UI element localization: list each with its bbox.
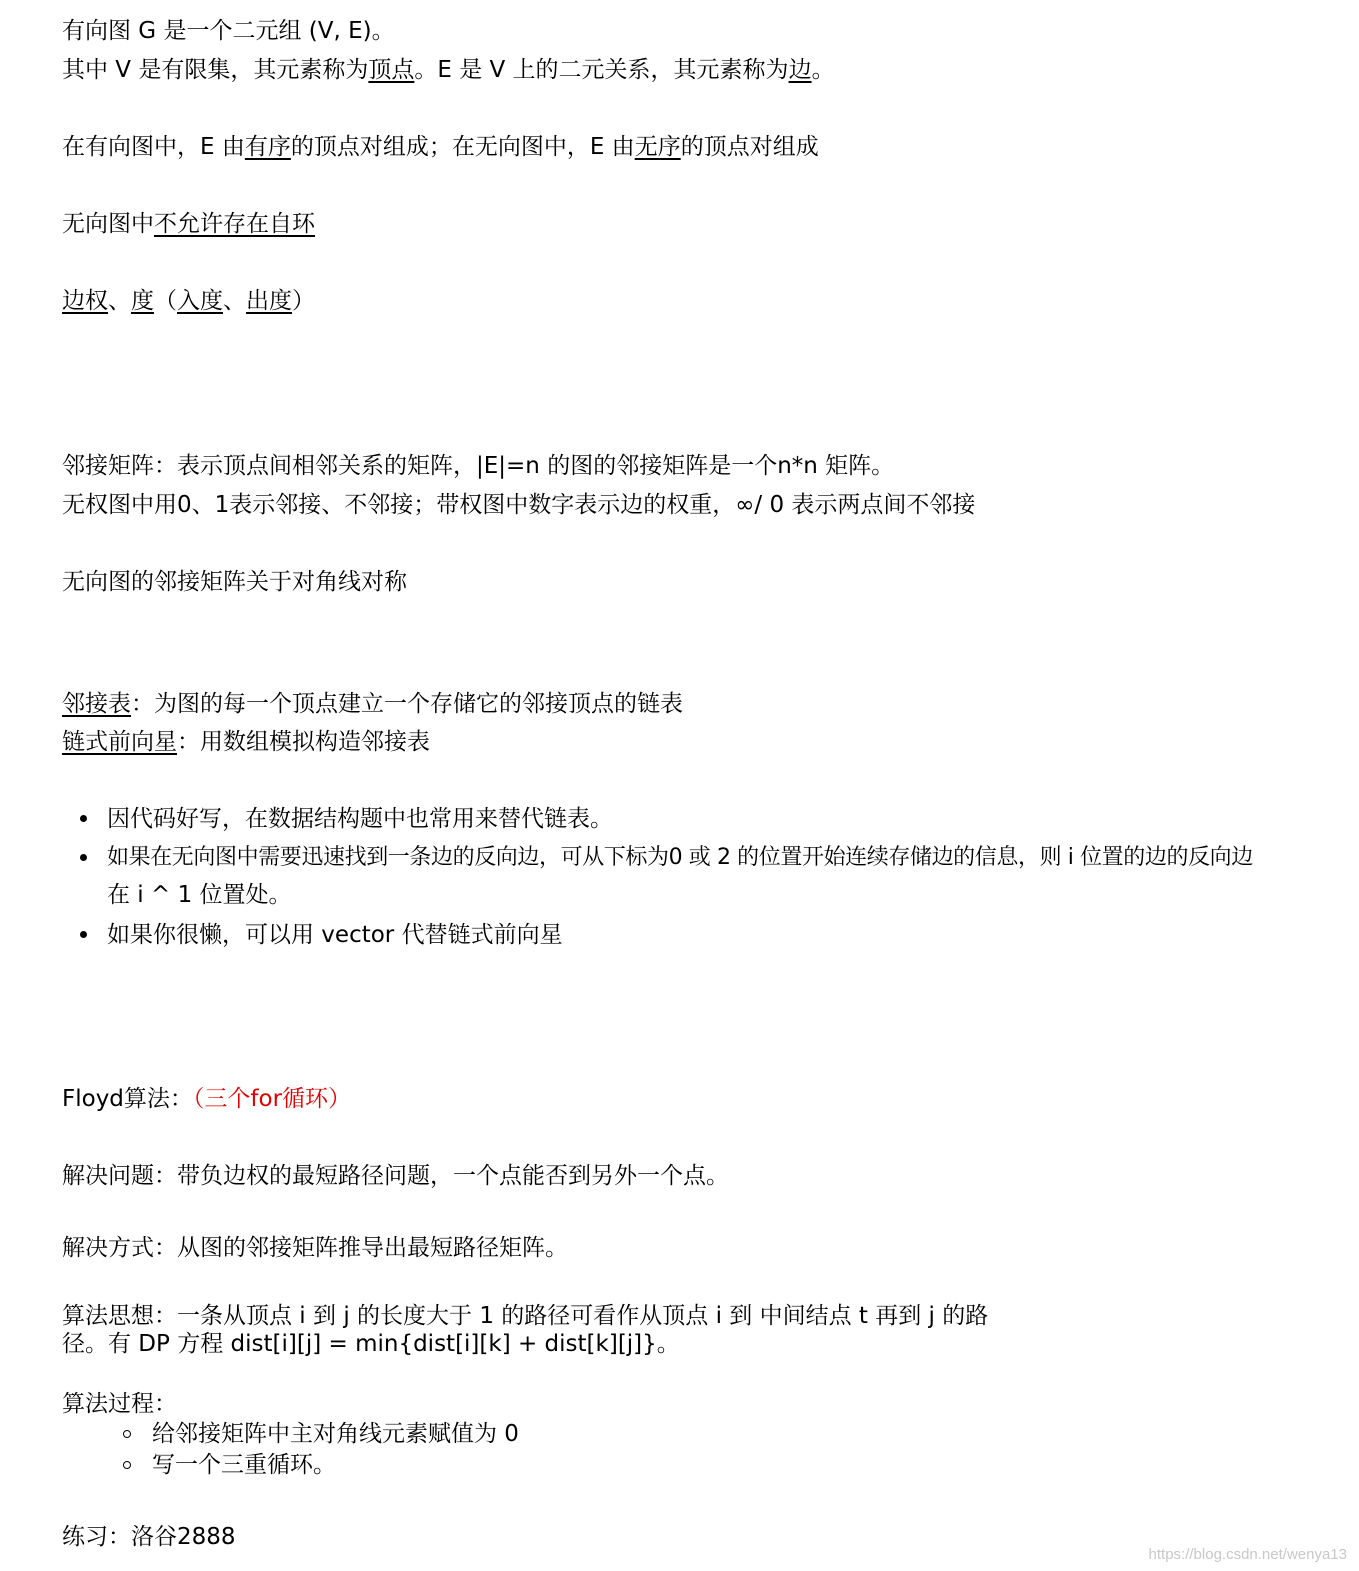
bullet-item: 如果在无向图中需要迅速找到一条边的反向边，可从下标为0 或 2 的位置开始连续存储边的信息，则 i 位置的边的反向边 — [107, 845, 1253, 870]
forward-star-term: 链式前向星 — [62, 729, 177, 755]
text: 的顶点对组成；在无向图中，E 由 — [290, 134, 635, 160]
floyd-title-line — [62, 1083, 351, 1115]
indegree-term: 入度 — [177, 288, 223, 314]
no-self-loop-term: 不允许存在自环 — [154, 211, 315, 237]
floyd-problem: 解决问题：带负边权的最短路径问题，一个点能否到另外一个点。 — [62, 1163, 729, 1189]
sub-bullet-circle — [123, 1430, 131, 1438]
floyd-process-heading: 算法过程： — [62, 1391, 177, 1417]
floyd-idea-line2: 径。有 DP 方程 dist[i][j] = min{dist[i][k] + dist[k][j]}。 — [62, 1331, 680, 1357]
text: ：为图的每一个顶点建立一个存储它的邻接顶点的链表 — [131, 691, 683, 717]
text: 、 — [108, 288, 131, 314]
weights-degree-line — [62, 285, 315, 317]
unordered-term: 无序 — [634, 134, 681, 160]
graph-definition-line: 有向图 G 是一个二元组 (V, E)。 — [62, 18, 395, 44]
text: 。 — [811, 57, 835, 83]
bullet-dot — [80, 854, 87, 861]
process-step: 给邻接矩阵中主对角线元素赋值为 0 — [152, 1421, 519, 1447]
text: 、 — [223, 288, 246, 314]
watermark: https://blog.csdn.net/wenya13 — [1148, 1546, 1347, 1563]
bullet-item: 因代码好写，在数据结构题中也常用来替代链表。 — [107, 806, 613, 832]
sub-bullet-circle — [123, 1461, 131, 1469]
outdegree-term: 出度 — [246, 288, 292, 314]
bullet-item: 如果你很懒，可以用 vector 代替链式前向星 — [107, 922, 563, 948]
adjacency-matrix-weights: 无权图中用0、1表示邻接、不邻接；带权图中数字表示边的权重，∞/ 0 表示两点间不邻接 — [62, 492, 976, 518]
bullet-dot — [80, 931, 87, 938]
adjacency-list-definition — [62, 688, 683, 720]
text: 其中 V 是有限集，其元素称为 — [62, 57, 369, 83]
vertex-edge-definition — [62, 54, 835, 86]
text: 无向图中 — [62, 211, 154, 237]
degree-term: 度 — [131, 288, 154, 314]
ordered-term: 有序 — [244, 134, 291, 160]
text: ：用数组模拟构造邻接表 — [177, 729, 430, 755]
practice-line: 练习：洛谷2888 — [62, 1524, 236, 1550]
floyd-note: （三个for循环） — [192, 1086, 352, 1112]
directed-undirected-line — [62, 131, 819, 163]
adjacency-list-term: 邻接表 — [62, 691, 131, 717]
self-loop-line — [62, 208, 315, 240]
floyd-title: Floyd算法： — [62, 1086, 193, 1112]
adjacency-matrix-definition: 邻接矩阵：表示顶点间相邻关系的矩阵，|E|=n 的图的邻接矩阵是一个n*n 矩阵。 — [62, 453, 895, 479]
edge-term: 边 — [788, 57, 812, 83]
text: 的顶点对组成 — [680, 134, 819, 160]
text: （ — [154, 288, 177, 314]
forward-star-definition — [62, 726, 430, 758]
text: 。E 是 V 上的二元关系，其元素称为 — [414, 57, 789, 83]
text: 在有向图中，E 由 — [62, 134, 245, 160]
floyd-idea-line1: 算法思想：一条从顶点 i 到 j 的长度大于 1 的路径可看作从顶点 i 到 中间结点 t 再到 j 的路 — [62, 1303, 989, 1329]
text: ） — [292, 288, 315, 314]
vertex-term: 顶点 — [368, 57, 415, 83]
bullet-dot — [80, 815, 87, 822]
floyd-method: 解决方式：从图的邻接矩阵推导出最短路径矩阵。 — [62, 1235, 568, 1261]
process-step: 写一个三重循环。 — [152, 1452, 336, 1478]
adjacency-matrix-symmetry: 无向图的邻接矩阵关于对角线对称 — [62, 569, 407, 595]
bullet-item-continuation: 在 i ^ 1 位置处。 — [107, 882, 292, 908]
edge-weight-term: 边权 — [62, 288, 108, 314]
